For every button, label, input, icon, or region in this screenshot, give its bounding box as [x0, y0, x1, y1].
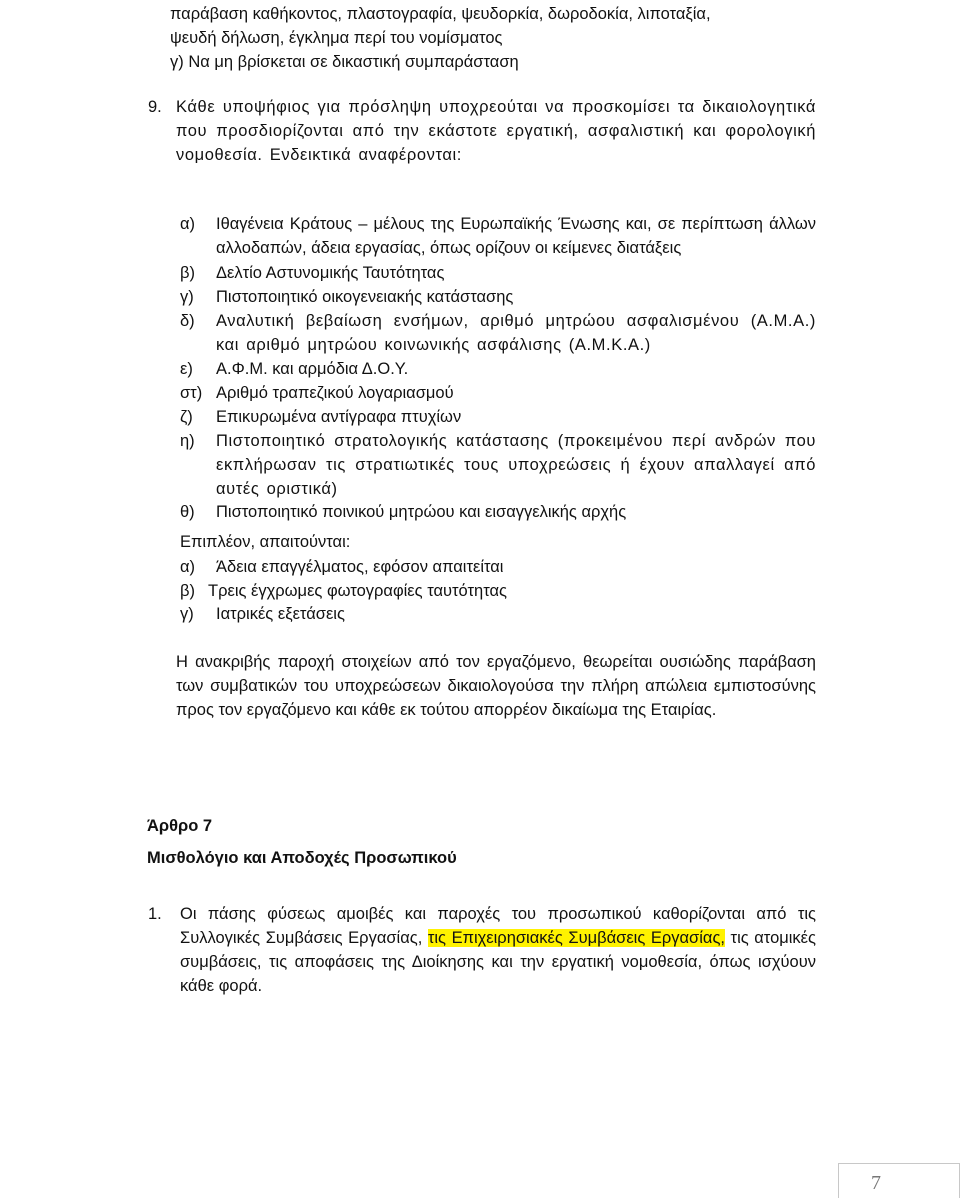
- doc-mark-b: β): [180, 264, 195, 282]
- extra-text-a: Άδεια επαγγέλματος, εφόσον απαιτείται: [216, 558, 504, 576]
- page-number: 7: [871, 1172, 881, 1194]
- doc-text-h: Πιστοποιητικό στρατολογικής κατάστασης (προκειμένου περί ανδρών που εκπλήρωσαν τις στρατιωτικές τους υποχρεώσεις ή έχουν απαλλαγεί από αυτές οριστικά): [216, 432, 816, 498]
- top-line-2: ψευδή δήλωση, έγκλημα περί του νομίσματος: [170, 29, 503, 47]
- extra-mark-a: α): [180, 558, 196, 576]
- highlighted-text: τις Επιχειρησιακές Συμβάσεις Εργασίας,: [427, 929, 725, 947]
- doc-mark-e: ε): [180, 360, 193, 378]
- doc-text-a: Ιθαγένεια Κράτους – μέλους της Ευρωπαϊκής Ένωσης και, σε περίπτωση άλλων αλλοδαπών, άδεια εργασίας, όπως ορίζουν οι κείμενες διατάξεις: [216, 215, 816, 257]
- doc-mark-d: δ): [180, 312, 195, 330]
- item-9-number: 9.: [148, 98, 162, 116]
- art7-item-1-number: 1.: [148, 905, 162, 923]
- doc-text-th: Πιστοποιητικό ποινικού μητρώου και εισαγγελικής αρχής: [216, 503, 627, 521]
- article-number: Άρθρο 7: [147, 817, 213, 835]
- extra-heading: Επιπλέον, απαιτούνται:: [180, 533, 351, 551]
- art7-item-1-text: [180, 902, 816, 998]
- doc-text-c: Πιστοποιητικό οικογενειακής κατάστασης: [216, 288, 514, 306]
- doc-mark-a: α): [180, 215, 196, 233]
- doc-text-e: Α.Φ.Μ. και αρμόδια Δ.Ο.Υ.: [216, 360, 409, 378]
- extra-mark-c: γ): [180, 605, 194, 623]
- top-line-3: γ) Να μη βρίσκεται σε δικαστική συμπαράσταση: [170, 53, 519, 71]
- extra-mark-b: β): [180, 582, 195, 600]
- doc-mark-st: στ): [180, 384, 203, 402]
- doc-mark-h: η): [180, 432, 195, 450]
- art7-item-1-after: τις ατομικές συμβάσεις, τις αποφάσεις της Διοίκησης και την εργατική νομοθεσία, όπως ισχύουν κάθε φορά.: [180, 929, 816, 995]
- doc-text-st: Αριθμό τραπεζικού λογαριασμού: [216, 384, 454, 402]
- doc-mark-th: θ): [180, 503, 195, 521]
- doc-text-z: Επικυρωμένα αντίγραφα πτυχίων: [216, 408, 462, 426]
- art7-item-1-before: Οι πάσης φύσεως αμοιβές και παροχές του προσωπικού καθορίζονται από τις Συλλογικές Συμβάσεις Εργασίας,: [180, 905, 816, 947]
- doc-text-d: Αναλυτική βεβαίωση ενσήμων, αριθμό μητρώου ασφαλισμένου (Α.Μ.Α.) και αριθμό μητρώου κοινωνικής ασφάλισης (Α.Μ.Κ.Α.): [216, 312, 816, 354]
- doc-mark-c: γ): [180, 288, 194, 306]
- closing-paragraph: Η ανακριβής παροχή στοιχείων από τον εργαζόμενο, θεωρείται ουσιώδης παράβαση των συμβατικών του υποχρεώσεων δικαιολογούσα την πλήρη απώλεια εμπιστοσύνης προς τον εργαζόμενο και κάθε εκ τούτου απορρέον δικαίωμα της Εταιρίας.: [176, 653, 816, 719]
- doc-mark-z: ζ): [180, 408, 193, 426]
- article-title: Μισθολόγιο και Αποδοχές Προσωπικού: [147, 849, 457, 867]
- extra-text-c: Ιατρικές εξετάσεις: [216, 605, 345, 623]
- top-line-1: παράβαση καθήκοντος, πλαστογραφία, ψευδορκία, δωροδοκία, λιποταξία,: [170, 5, 711, 23]
- extra-text-b: Τρεις έγχρωμες φωτογραφίες ταυτότητας: [208, 582, 507, 600]
- item-9-text: Κάθε υποψήφιος για πρόσληψη υποχρεούται να προσκομίσει τα δικαιολογητικά που προσδιορίζονται από την εκάστοτε εργατική, ασφαλιστική και φορολογική νομοθεσία. Ενδεικτικά αναφέρονται:: [176, 98, 816, 164]
- doc-text-b: Δελτίο Αστυνομικής Ταυτότητας: [216, 264, 445, 282]
